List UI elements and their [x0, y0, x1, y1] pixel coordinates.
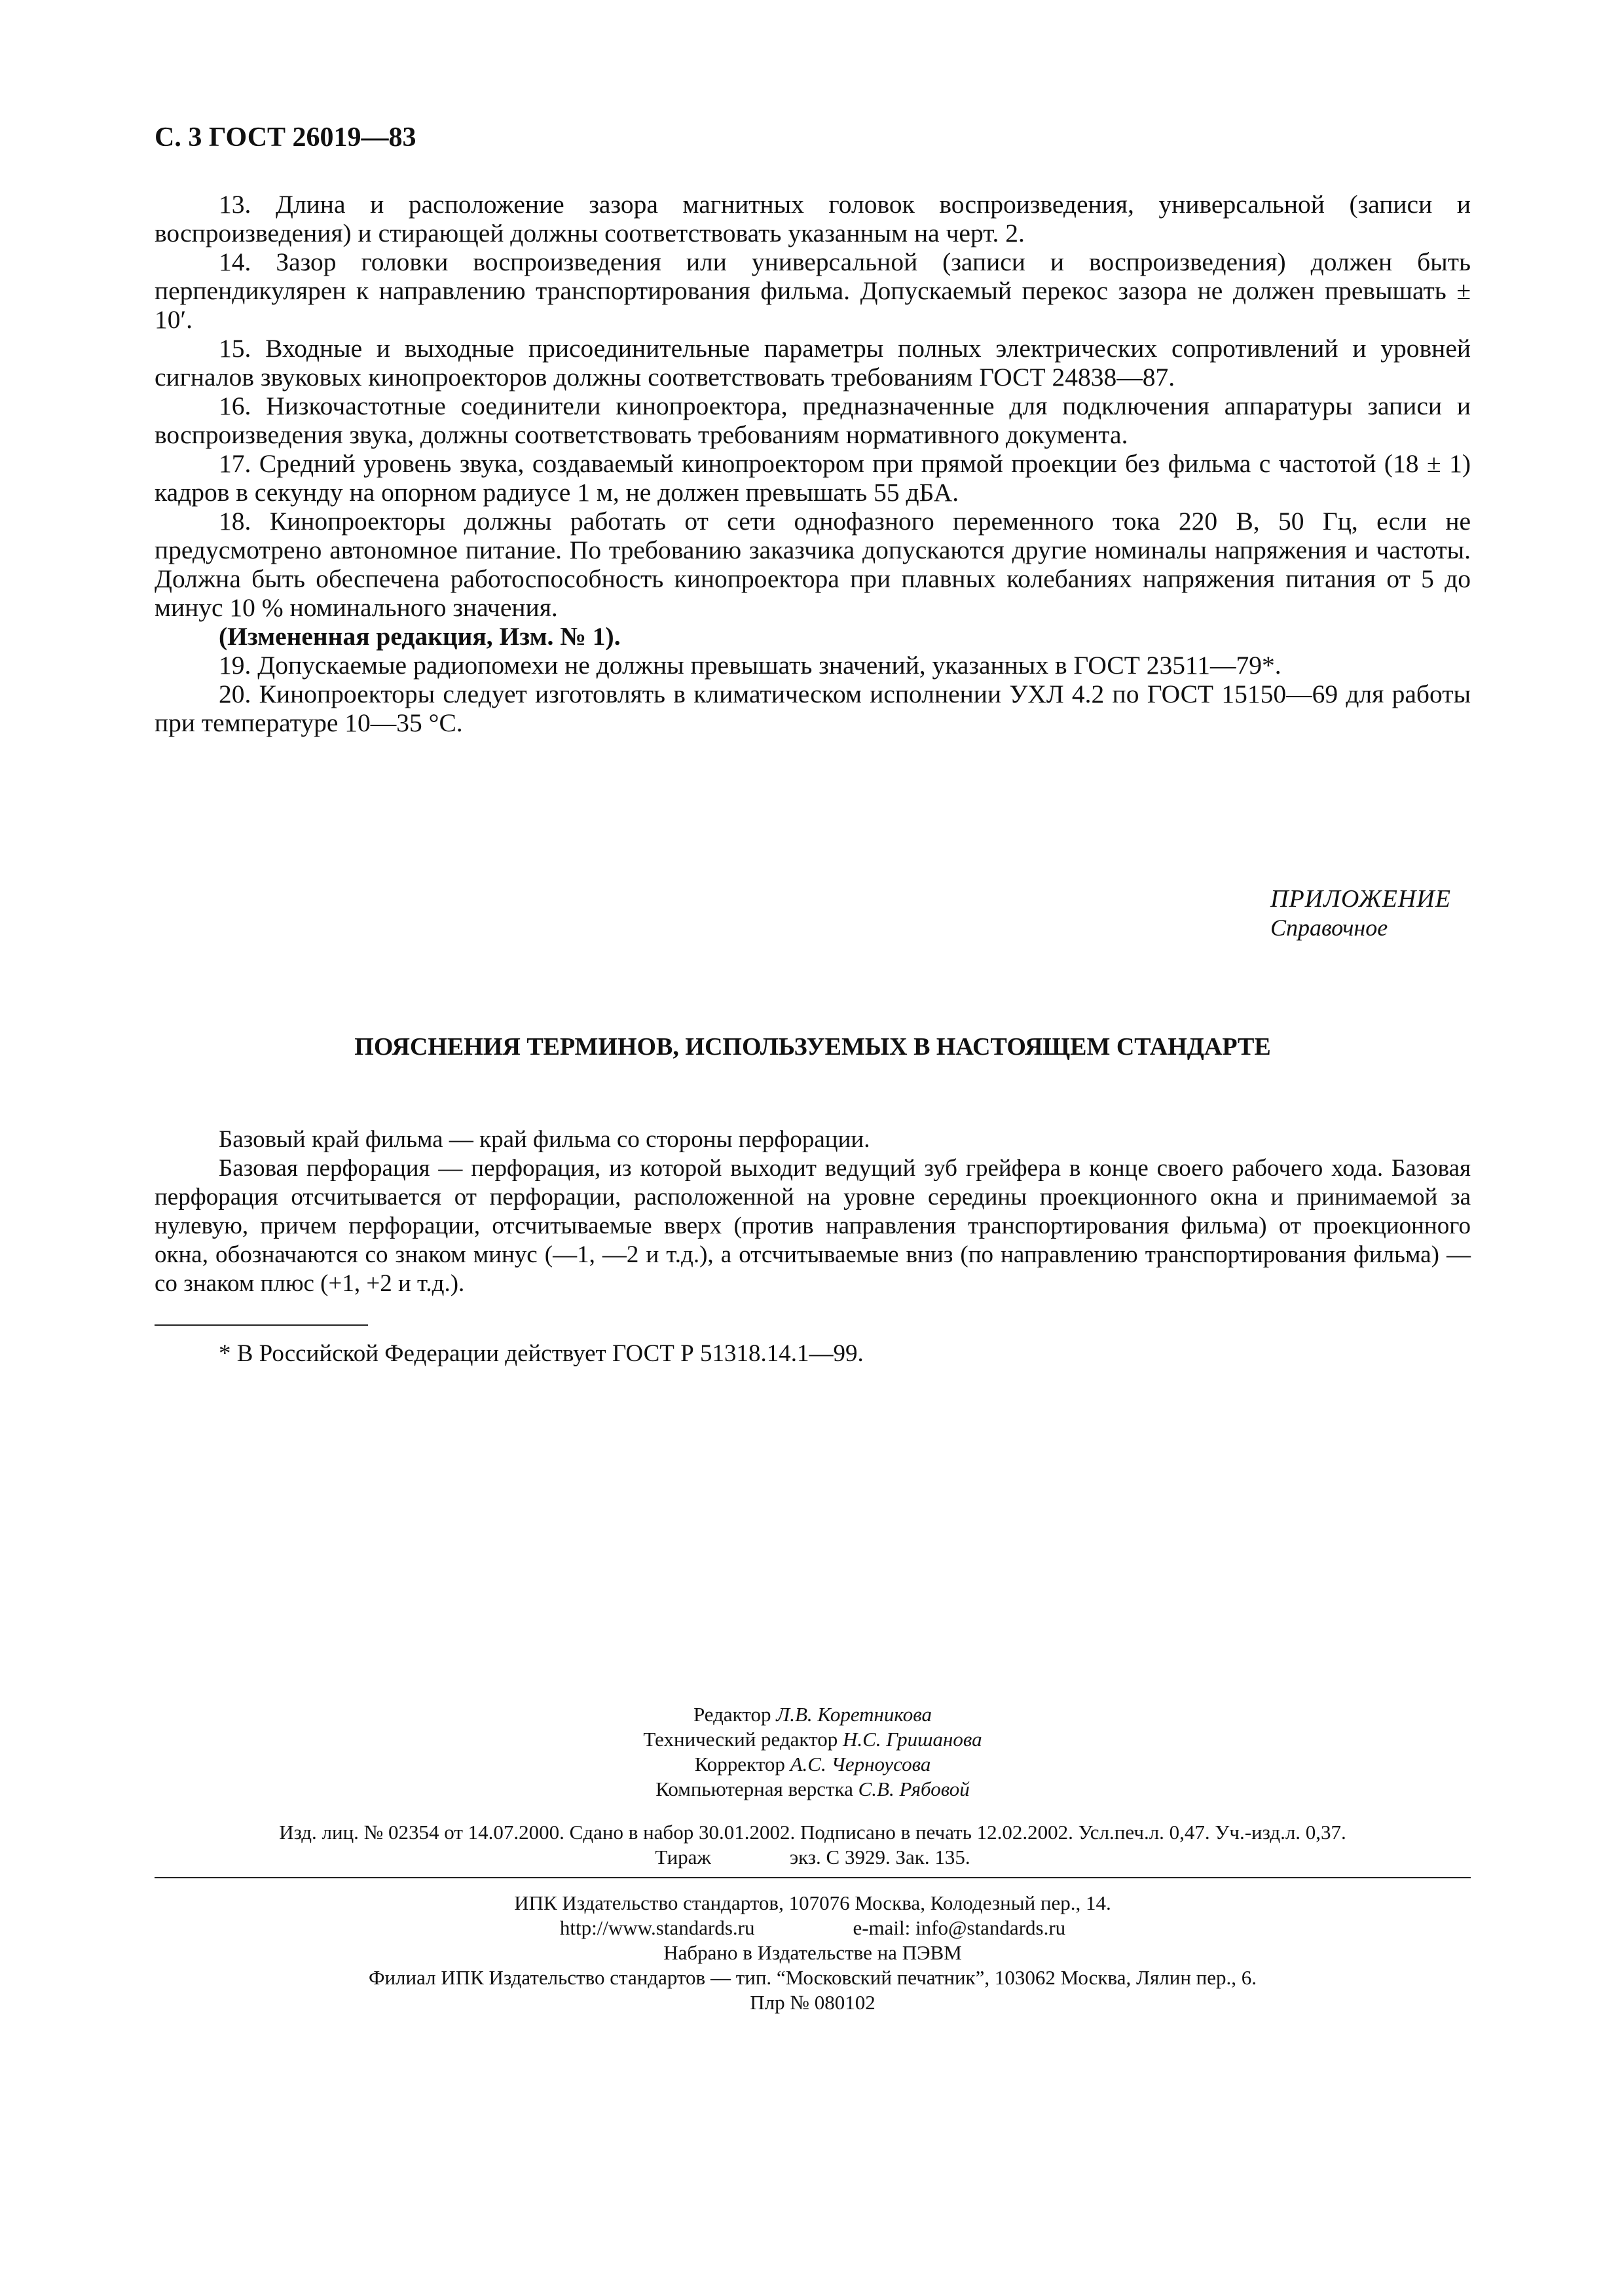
appendix-label — [1270, 884, 1451, 942]
clause-17: 17. Средний уровень звука, создаваемый кинопроектором при прямой проекции без фильма с частотой (18 ± 1) кадров в секунду на опорном радиусе 1 м, не должен превышать 55 дБА. — [155, 449, 1471, 507]
publisher-address: ИПК Издательство стандартов, 107076 Москва, Колодезный пер., 14. — [514, 1891, 1111, 1914]
clause-20: 20. Кинопроекторы следует изготовлять в климатическом исполнении УХЛ 4.2 по ГОСТ 15150—69 для работы при температуре 10—35 °С. — [155, 680, 1471, 737]
credit-line — [155, 1702, 1471, 1727]
imprint-tirazh — [155, 1845, 1471, 1870]
clause-14: 14. Зазор головки воспроизведения или универсальной (записи и воспроизведения) должен быть перпендикулярен к направлению транспортирования фильма. Допускаемый перекос зазора не должен превышать ± 10′. — [155, 247, 1471, 334]
clause-18: 18. Кинопроекторы должны работать от сети однофазного переменного тока 220 В, 50 Гц, если не предусмотрено автономное питание. По требованию заказчика допускаются другие номиналы напряжения и частоты. Должна быть обеспечена работоспособность кинопроектора при плавных колебаниях напряжения питания от 5 до минус 10 % номинального значения. — [155, 507, 1471, 622]
credit-name: С.В. Рябовой — [858, 1777, 970, 1800]
clause-15: 15. Входные и выходные присоединительные параметры полных электрических сопротивлений и уровней сигналов звуковых кинопроекторов должны соответствовать требованиям ГОСТ 24838—87. — [155, 334, 1471, 392]
credit-role: Корректор — [694, 1753, 785, 1776]
credits — [155, 1702, 1471, 1802]
appendix-subtitle: Справочное — [1270, 915, 1388, 941]
clause-13: 13. Длина и расположение зазора магнитных головок воспроизведения, универсальной (записи и воспроизведения) и стирающей должны соответствовать указанным на черт. 2. — [155, 190, 1471, 247]
credit-name: Л.В. Коретникова — [776, 1703, 932, 1726]
term-definition: Базовый край фильма — край фильма со стороны перфорации. — [219, 1126, 870, 1153]
credit-name: Н.С. Гришанова — [842, 1728, 982, 1751]
publisher-typeset: Набрано в Издательстве на ПЭВМ — [663, 1941, 962, 1964]
terms-section-title: ПОЯСНЕНИЯ ТЕРМИНОВ, ИСПОЛЬЗУЕМЫХ В НАСТОЯЩЕМ СТАНДАРТЕ — [354, 1033, 1271, 1061]
clause-16: 16. Низкочастотные соединители кинопроектора, предназначенные для подключения аппаратуры записи и воспроизведения звука, должны соответствовать требованиям нормативного документа. — [155, 392, 1471, 449]
term-definition: Базовая перфорация — перфорация, из которой выходит ведущий зуб грейфера в конце своего рабочего хода. Базовая перфорация отсчитывается от перфорации, расположенной на уровне середины проекционного окна и принимаемой за нулевую, причем перфорации, отсчитываемые вверх (против направления транспортирования фильма) от проекционного окна, обозначаются со знаком минус (—1, —2 и т.д.), а отсчитываемые вниз (по направлению транспортирования фильма) — со знаком плюс (+1, +2 и т.д.). — [155, 1155, 1471, 1297]
credit-line — [155, 1727, 1471, 1752]
publisher-contacts — [155, 1916, 1471, 1941]
tirazh-label: Тираж — [655, 1846, 711, 1868]
credit-role: Компьютерная верстка — [655, 1777, 853, 1800]
publisher-plr: Плр № 080102 — [750, 1991, 876, 2014]
publisher-website: http://www.standards.ru — [559, 1916, 755, 1939]
imprint — [155, 1820, 1471, 1870]
clause-19: 19. Допускаемые радиопомехи не должны превышать значений, указанных в ГОСТ 23511—79*. — [219, 651, 1281, 680]
footnote: * В Российской Федерации действует ГОСТ Р 51318.14.1—99. — [219, 1340, 864, 1367]
imprint-divider — [155, 1877, 1471, 1878]
clauses-block — [155, 190, 1471, 737]
credit-line — [155, 1752, 1471, 1777]
page-header: С. 3 ГОСТ 26019—83 — [155, 122, 416, 153]
credit-line — [155, 1777, 1471, 1802]
amendment-note-text: (Измененная редакция, Изм. № 1). — [219, 622, 621, 651]
publisher-branch: Филиал ИПК Издательство стандартов — тип. “Московский печатник”, 103062 Москва, Лялин пер., 6. — [368, 1966, 1257, 1989]
terms-block — [155, 1125, 1471, 1298]
credit-name: А.С. Черноусова — [790, 1753, 931, 1776]
imprint-line: Изд. лиц. № 02354 от 14.07.2000. Сдано в набор 30.01.2002. Подписано в печать 12.02.2002. Усл.печ.л. 0,47. Уч.-изд.л. 0,37. — [279, 1821, 1346, 1844]
amendment-note — [155, 622, 1471, 651]
publisher-email: e-mail: info@standards.ru — [853, 1916, 1066, 1939]
appendix-title: ПРИЛОЖЕНИЕ — [1270, 885, 1451, 913]
footnote-divider — [155, 1324, 368, 1326]
credit-role: Технический редактор — [643, 1728, 838, 1751]
tirazh-details: экз. С 3929. Зак. 135. — [789, 1846, 970, 1868]
publisher-info — [155, 1891, 1471, 2015]
credit-role: Редактор — [693, 1703, 771, 1726]
